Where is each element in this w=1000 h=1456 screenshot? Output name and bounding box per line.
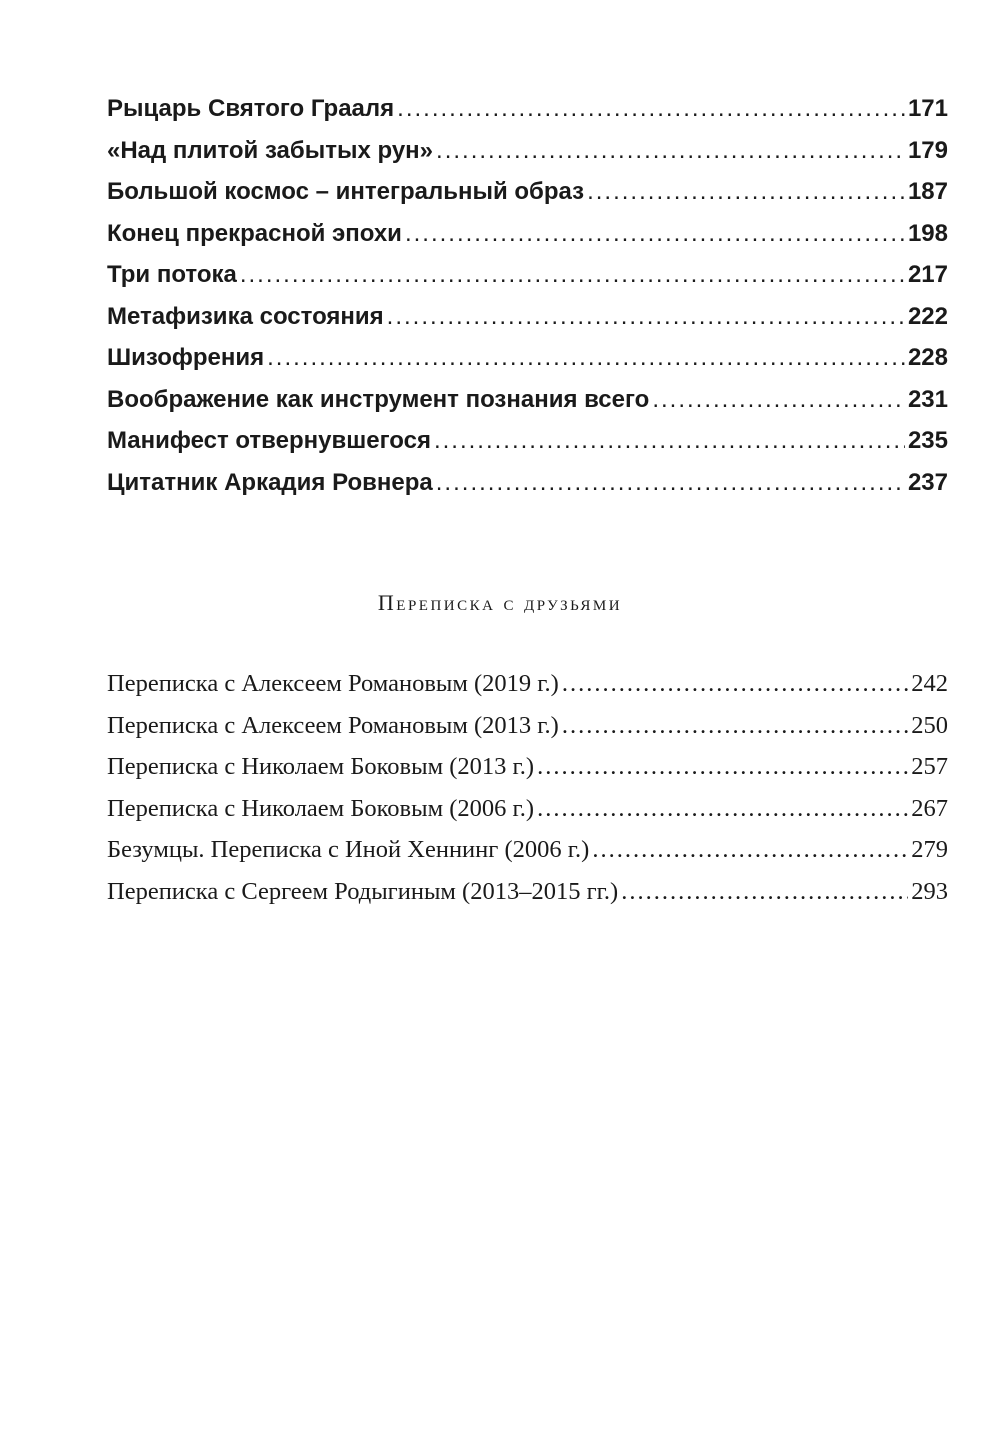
- toc-entry-title: Конец прекрасной эпохи: [107, 219, 402, 247]
- toc-entry-page: 279: [911, 836, 948, 863]
- table-of-contents-top: [107, 88, 948, 503]
- toc-entry: [107, 788, 948, 830]
- toc-entry-title: Переписка с Николаем Боковым (2013 г.): [107, 753, 535, 780]
- toc-entry-title: Большой космос – интегральный образ: [107, 178, 585, 205]
- toc-entry-page: 257: [911, 753, 948, 780]
- dot-leader: [537, 788, 908, 830]
- toc-entry-page: 187: [907, 178, 948, 205]
- toc-entry: [107, 829, 948, 871]
- toc-entry: [107, 871, 948, 913]
- toc-entry-title: Переписка с Сергеем Родыгиным (2013–2015 гг.): [107, 877, 619, 905]
- toc-entry: [107, 663, 948, 705]
- toc-entry-title: Переписка с Алексеем Романовым (2019 г.): [107, 670, 559, 697]
- toc-entry: [107, 130, 948, 172]
- toc-entry-page: 198: [907, 219, 948, 247]
- toc-entry: [107, 420, 948, 462]
- toc-entry: [107, 88, 948, 130]
- toc-entry: [107, 254, 948, 296]
- toc-entry-title: Цитатник Аркадия Ровнера: [107, 468, 433, 496]
- toc-entry: [107, 379, 948, 421]
- dot-leader: [592, 829, 908, 871]
- toc-entry-title: Манифест отвернувшегося: [107, 427, 431, 454]
- dot-leader: [436, 462, 905, 504]
- toc-entry-page: 250: [911, 711, 948, 739]
- dot-leader: [405, 213, 905, 255]
- toc-entry-title: Воображение как инструмент познания всего: [107, 385, 650, 413]
- dot-leader: [562, 705, 908, 747]
- dot-leader: [436, 130, 905, 172]
- toc-entry: [107, 296, 948, 338]
- toc-entry: [107, 705, 948, 747]
- toc-entry-page: 217: [907, 261, 948, 288]
- toc-entry-title: Шизофрения: [107, 344, 265, 371]
- dot-leader: [434, 420, 905, 462]
- toc-entry-page: 231: [907, 385, 948, 413]
- toc-entry-page: 222: [907, 302, 948, 330]
- dot-leader: [240, 254, 905, 296]
- toc-entry-page: 293: [911, 877, 948, 905]
- dot-leader: [267, 337, 905, 379]
- toc-entry: [107, 746, 948, 788]
- toc-entry-title: Безумцы. Переписка с Иной Хеннинг (2006 г.): [107, 836, 590, 863]
- dot-leader: [537, 746, 908, 788]
- toc-entry-page: 179: [907, 136, 948, 164]
- toc-entry-title: Рыцарь Святого Грааля: [107, 95, 395, 122]
- toc-entry-page: 267: [911, 794, 948, 822]
- dot-leader: [387, 296, 905, 338]
- toc-entry: [107, 213, 948, 255]
- section-heading: Переписка с друзьями: [377, 590, 623, 615]
- toc-entry-page: 237: [907, 468, 948, 496]
- toc-entry: [107, 171, 948, 213]
- toc-entry-page: 242: [911, 670, 948, 697]
- dot-leader: [587, 171, 905, 213]
- toc-entry-title: Метафизика состояния: [107, 302, 384, 330]
- dot-leader: [397, 88, 905, 130]
- toc-entry-page: 228: [907, 344, 948, 371]
- table-of-contents-bottom: [107, 663, 948, 912]
- toc-entry-page: 171: [907, 95, 948, 122]
- toc-entry-title: Три потока: [107, 261, 237, 288]
- toc-entry: [107, 337, 948, 379]
- dot-leader: [621, 871, 908, 913]
- toc-entry-page: 235: [907, 427, 948, 454]
- dot-leader: [562, 663, 908, 705]
- toc-entry-title: «Над плитой забытых рун»: [107, 136, 434, 164]
- toc-entry-title: Переписка с Алексеем Романовым (2013 г.): [107, 711, 559, 739]
- dot-leader: [652, 379, 905, 421]
- toc-entry-title: Переписка с Николаем Боковым (2006 г.): [107, 794, 535, 822]
- toc-entry: [107, 462, 948, 504]
